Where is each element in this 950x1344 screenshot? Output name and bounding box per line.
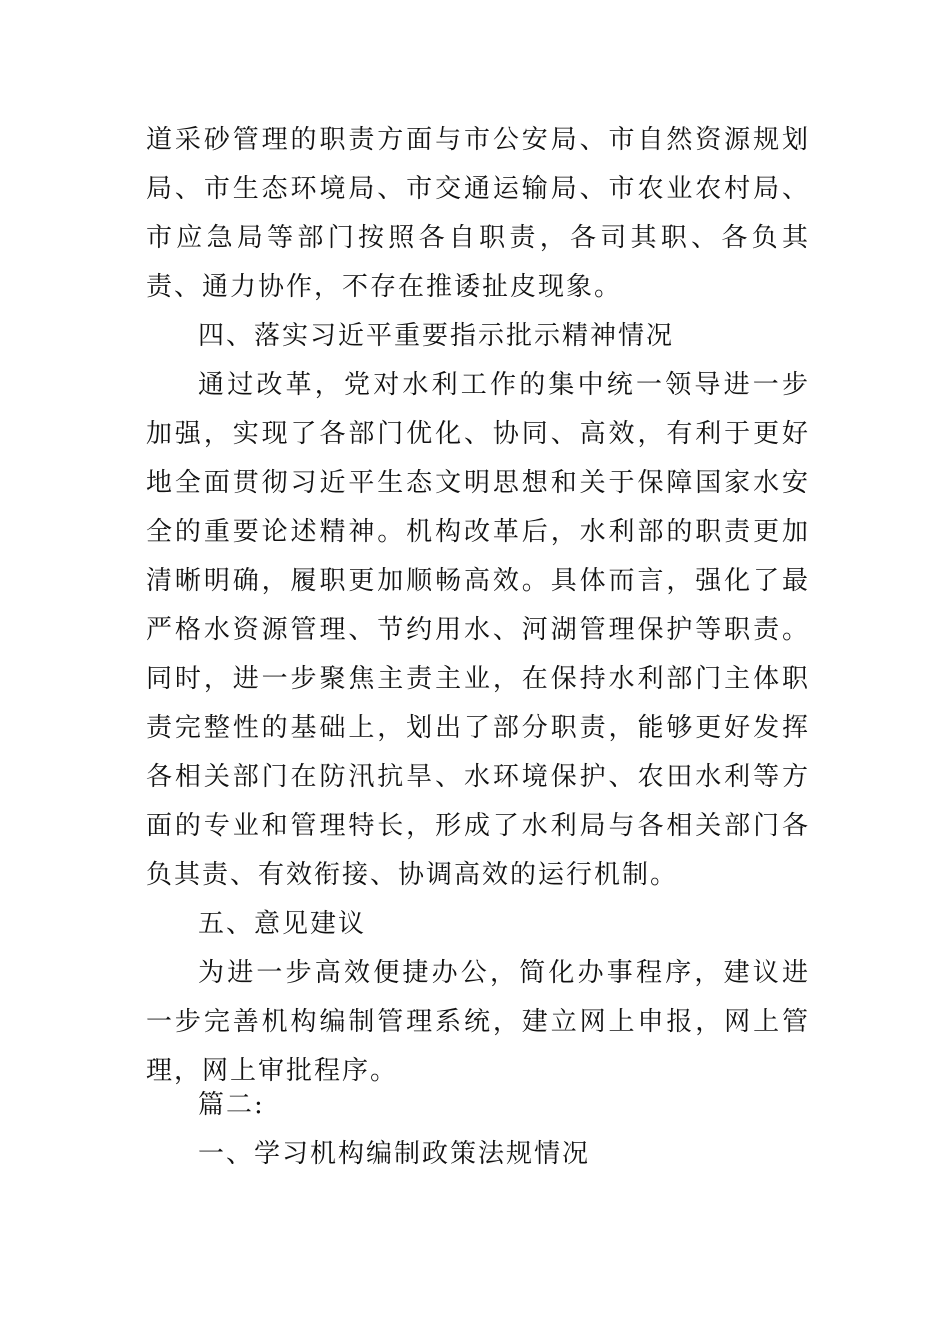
section-heading-five: 五、意见建议 bbox=[198, 909, 367, 939]
section-heading-four: 四、落实习近平重要指示批示精神情况 bbox=[198, 321, 675, 351]
section-two-heading: 篇二: bbox=[198, 1090, 265, 1120]
paragraph-continuation: 道采砂管理的职责方面与市公安局、市自然资源规划局、市生态环境局、市交通运输局、市农业农村局、市应急局等部门按照各自职责，各司其职、各负其责、通力协作，不存在推诿扯皮现象。 bbox=[146, 125, 810, 302]
paragraph-suggestion: 为进一步高效便捷办公，简化办事程序，建议进一步完善机构编制管理系统，建立网上申报，网上管理，网上审批程序。 bbox=[146, 958, 810, 1086]
section-two bbox=[146, 1081, 810, 1179]
paragraph-reform: 通过改革，党对水利工作的集中统一领导进一步加强，实现了各部门优化、协同、高效，有利于更好地全面贯彻习近平生态文明思想和关于保障国家水安全的重要论述精神。机构改革后，水利部的职责更加清晰明确，履职更加顺畅高效。具体而言，强化了最严格水资源管理、节约用水、河湖管理保护等职责。同时，进一步聚焦主责主业，在保持水利部门主体职责完整性的基础上，划出了部分职责，能够更好发挥各相关部门在防汛抗旱、水环境保护、农田水利等方面的专业和管理特长，形成了水利局与各相关部门各负其责、有效衔接、协调高效的运行机制。 bbox=[146, 370, 810, 890]
document-body bbox=[146, 116, 810, 1096]
section-two-subheading: 一、学习机构编制政策法规情况 bbox=[198, 1139, 591, 1169]
